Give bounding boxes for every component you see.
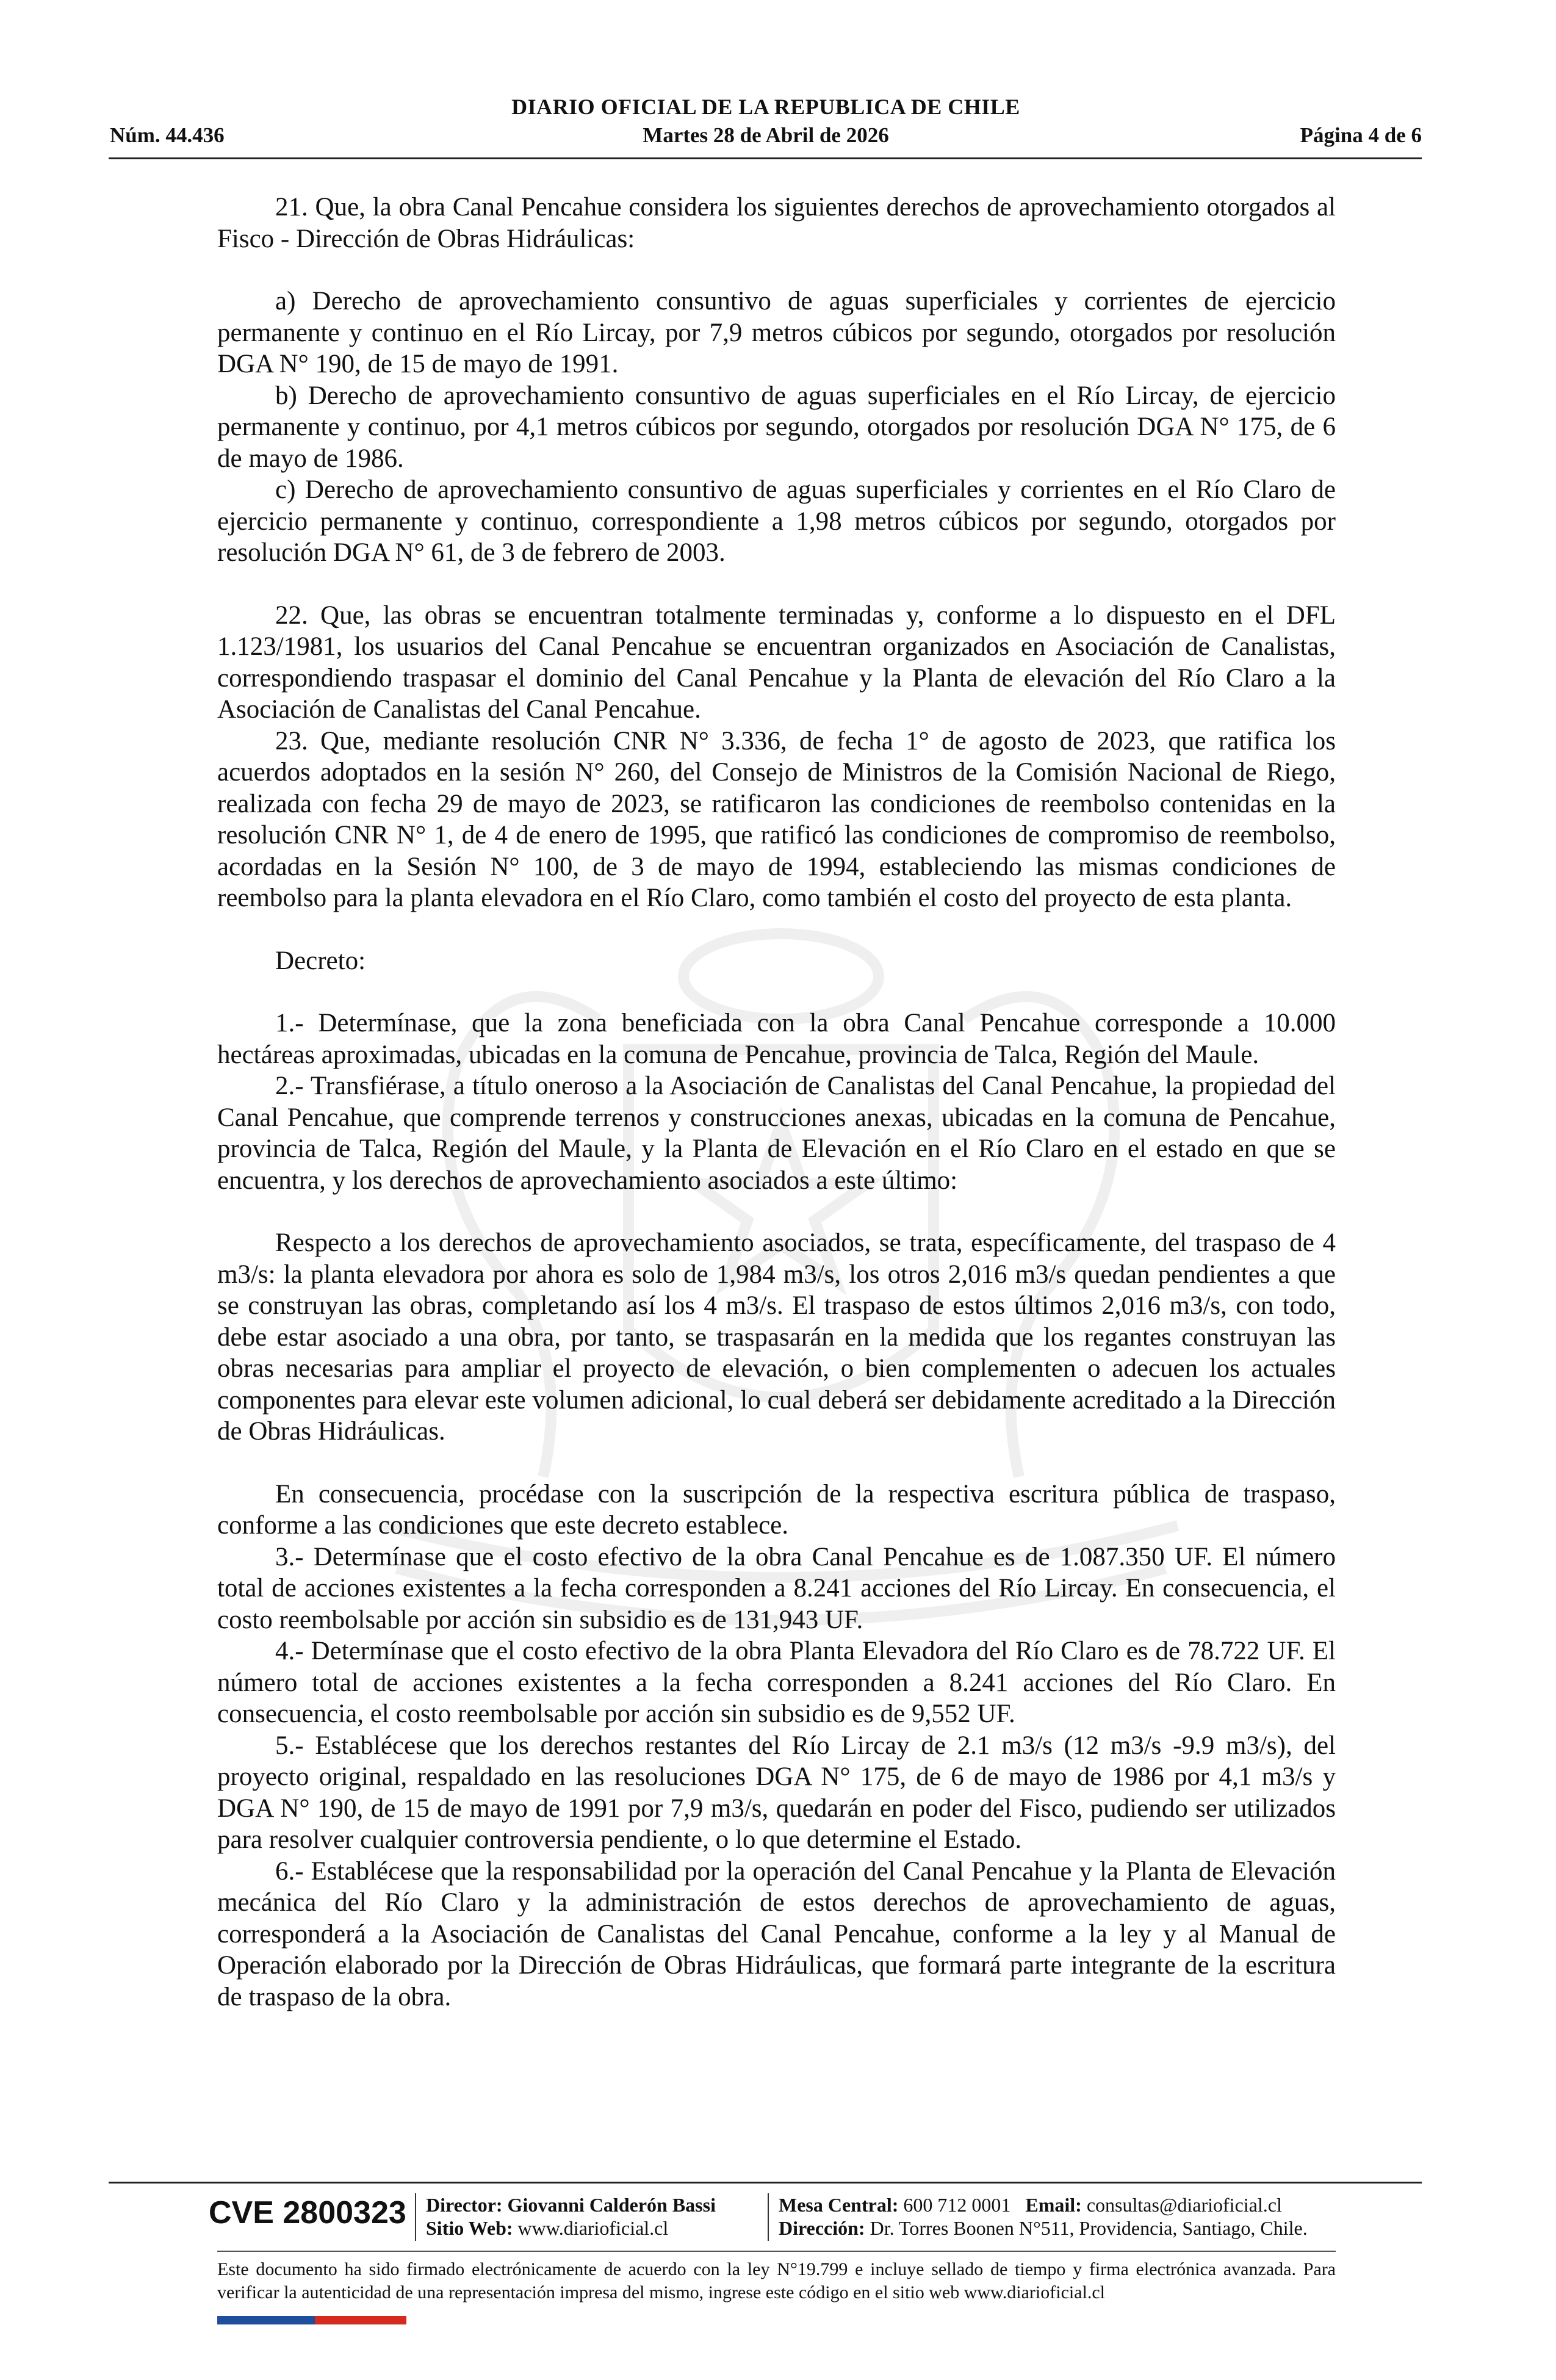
decree-heading: Decreto:: [275, 946, 366, 975]
paragraph-21c: c) Derecho de aprovechamiento consuntivo de aguas superficiales y corrientes en el Río Claro de ejercicio permanente y continuo, correspondiente a 1,98 metros cúbicos por segundo, otorgados por resolución DGA N° 61, de 3 de febrero de 2003.: [217, 475, 1336, 567]
newspaper-title: DIARIO OFICIAL DE LA REPUBLICA DE CHILE: [511, 95, 1020, 119]
article-2-consequence: En consecuencia, procédase con la suscripción de la respectiva escritura pública de traspaso, conforme a las condiciones que este decreto establece.: [217, 1479, 1336, 1540]
email-label: Email:: [1025, 2194, 1082, 2216]
article-2: 2.- Transfiérase, a título oneroso a la Asociación de Canalistas del Canal Pencahue, la propiedad del Canal Pencahue, que comprende terrenos y construcciones anexas, ubicadas en la comuna de Pencahue, provincia de Talca, Región del Maule, y la Planta de Elevación en el Río Claro en el estado en que se encuentra, y los derechos de aprovechamiento asociados a este último:: [217, 1072, 1336, 1195]
electronic-signature-notice: Este documento ha sido firmado electrónicamente de acuerdo con la ley N°19.799 e incluye sellado de tiempo y firma electrónica avanzada. Para verificar la autenticidad de una representación impresa del mismo, ingrese este código en el sitio web www.diarioficial.cl: [217, 2259, 1336, 2302]
address-text: Dr. Torres Boonen N°511, Providencia, Santiago, Chile.: [870, 2217, 1308, 2239]
article-3: 3.- Determínase que el costo efectivo de la obra Canal Pencahue es de 1.087.350 UF. El número total de acciones existentes a la fecha corresponden a 8.241 acciones del Río Lircay. En consecuencia, el costo reembolsable por acción sin subsidio es de 131,943 UF.: [217, 1542, 1336, 1634]
address-label: Dirección:: [779, 2217, 865, 2239]
footer-divider-secondary: [217, 2251, 1336, 2252]
cve-code: CVE 2800323: [209, 2195, 406, 2230]
footer-separator: [768, 2193, 769, 2241]
page-header: [110, 92, 1422, 157]
paragraph-23: 23. Que, mediante resolución CNR N° 3.336, de fecha 1° de agosto de 2023, que ratifica los acuerdos adoptados en la sesión N° 260, del Consejo de Ministros de la Comisión Nacional de Riego, realizada con fecha 29 de mayo de 2023, se ratificaron las condiciones de reembolso contenidas en la resolución CNR N° 1, de 4 de enero de 1995, que ratificó las condiciones de compromiso de reembolso, acordadas en la Sesión N° 100, de 3 de mayo de 1994, estableciendo las mismas condiciones de reembolso para la planta elevadora en el Río Claro, como también el costo del proyecto de esta planta.: [217, 726, 1336, 912]
footer-divider: [109, 2182, 1422, 2183]
footer-director-block: [426, 2193, 716, 2240]
director-name: Giovanni Calderón Bassi: [507, 2194, 716, 2216]
paragraph-22: 22. Que, las obras se encuentran totalmente terminadas y, conforme a lo dispuesto en el DFL 1.123/1981, los usuarios del Canal Pencahue se encuentran organizados en Asociación de Canalistas, correspondiendo traspasar el dominio del Canal Pencahue y la Planta de elevación del Río Claro a la Asociación de Canalistas del Canal Pencahue.: [217, 600, 1336, 724]
paragraph-21: 21. Que, la obra Canal Pencahue considera los siguientes derechos de aprovechamiento otorgados al Fisco - Dirección de Obras Hidráulicas:: [217, 193, 1336, 253]
issue-date: Martes 28 de Abril de 2026: [643, 123, 889, 147]
site-label: Sitio Web:: [426, 2217, 513, 2239]
flag-stripe-red: [315, 2316, 406, 2324]
footer-contact-block: [779, 2193, 1308, 2240]
header-divider: [109, 157, 1422, 159]
director-label: Director:: [426, 2194, 503, 2216]
article-5: 5.- Establécese que los derechos restantes del Río Lircay de 2.1 m3/s (12 m3/s -9.9 m3/s), del proyecto original, respaldado en las resoluciones DGA N° 175, de 6 de mayo de 1986 por 4,1 m3/s y DGA N° 190, de 15 de mayo de 1991 por 7,9 m3/s, quedarán en poder del Fisco, pudiendo ser utilizados para resolver cualquier controversia pendiente, o lo que determine el Estado.: [217, 1731, 1336, 1854]
mesa-label: Mesa Central:: [779, 2194, 899, 2216]
mesa-phone: 600 712 0001: [903, 2194, 1011, 2216]
article-4: 4.- Determínase que el costo efectivo de la obra Planta Elevadora del Río Claro es de 78.722 UF. El número total de acciones existentes a la fecha corresponden a 8.241 acciones del Río Claro. En consecuencia, el costo reembolsable por acción sin subsidio es de 9,552 UF.: [217, 1637, 1336, 1728]
flag-stripe-blue: [217, 2316, 315, 2324]
paragraph-21a: a) Derecho de aprovechamiento consuntivo de aguas superficiales y corrientes de ejercicio permanente y continuo en el Río Lircay, por 7,9 metros cúbicos por segundo, otorgados por resolución DGA N° 190, de 15 de mayo de 1991.: [217, 287, 1336, 378]
site-link[interactable]: www.diarioficial.cl: [517, 2217, 669, 2239]
issue-number: Núm. 44.436: [110, 123, 225, 147]
page-number: Página 4 de 6: [1300, 123, 1422, 147]
article-2-rights-detail: Respecto a los derechos de aprovechamiento asociados, se trata, específicamente, del traspaso de 4 m3/s: la planta elevadora por ahora es solo de 1,984 m3/s, los otros 2,016 m3/s quedan pendientes a que se construyan las obras, completando así los 4 m3/s. El traspaso de estos últimos 2,016 m3/s, con todo, debe estar asociado a una obra, por tanto, se traspasarán en la medida que los regantes construyan las obras necesarias para ampliar el proyecto de elevación, o bien complementen o adecuen los actuales componentes para elevar este volumen adicional, lo cual deberá ser debidamente acreditado a la Dirección de Obras Hidráulicas.: [217, 1228, 1336, 1446]
email-link[interactable]: consultas@diarioficial.cl: [1086, 2194, 1282, 2216]
article-6: 6.- Establécese que la responsabilidad por la operación del Canal Pencahue y la Planta de Elevación mecánica del Río Claro y la administración de estos derechos de aprovechamiento de aguas, corresponderá a la Asociación de Canalistas del Canal Pencahue, conforme a la ley y al Manual de Operación elaborado por la Dirección de Obras Hidráulicas, que formará parte integrante de la escritura de traspaso de la obra.: [217, 1856, 1336, 2011]
article-1: 1.- Determínase, que la zona beneficiada con la obra Canal Pencahue corresponde a 10.000 hectáreas aproximadas, ubicadas en la comuna de Pencahue, provincia de Talca, Región del Maule.: [217, 1009, 1336, 1069]
document-body: [217, 192, 1336, 2013]
footer-separator: [415, 2193, 416, 2241]
paragraph-21b: b) Derecho de aprovechamiento consuntivo de aguas superficiales en el Río Lircay, de ejercicio permanente y continuo, por 4,1 metros cúbicos por segundo, otorgados por resolución DGA N° 175, de 6 de mayo de 1986.: [217, 381, 1336, 473]
